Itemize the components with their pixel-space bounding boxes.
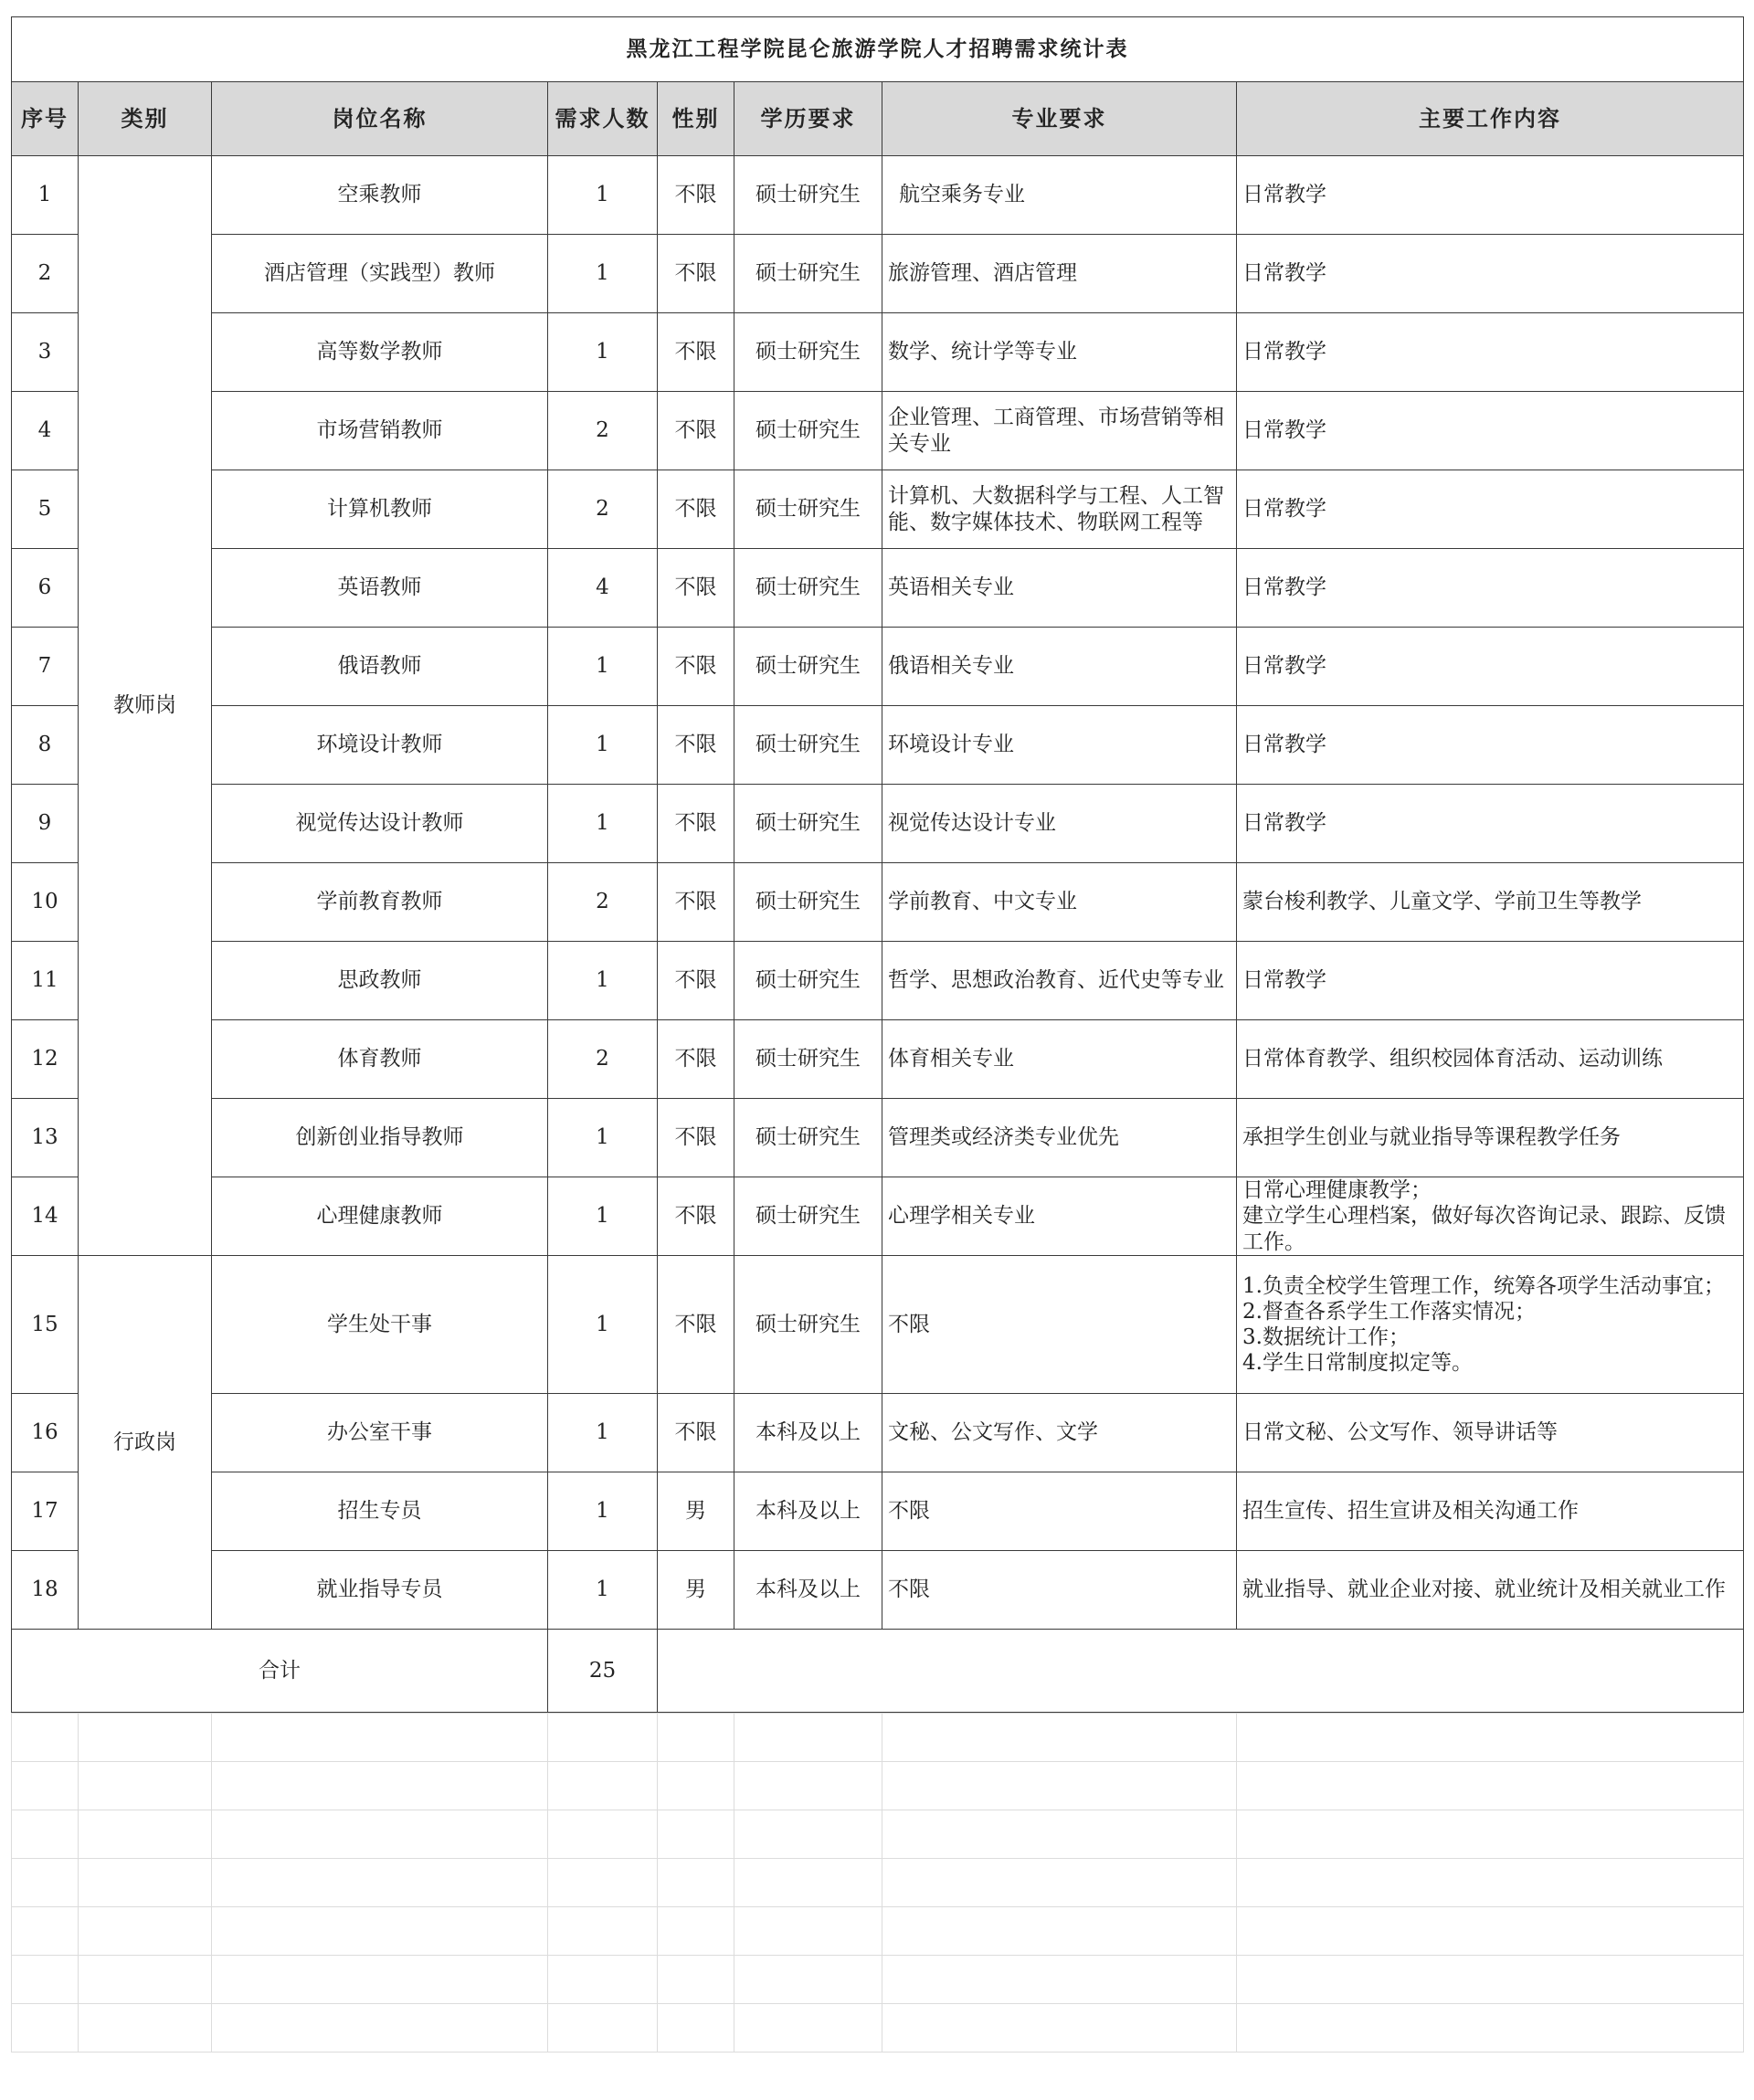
seq-cell: 4 [12, 392, 79, 470]
duties-cell: 蒙台梭利教学、儿童文学、学前卫生等教学 [1237, 863, 1744, 942]
position-cell: 空乘教师 [212, 156, 548, 235]
empty-spreadsheet-grid [11, 1713, 1744, 2053]
empty-grid-cell[interactable] [212, 2004, 548, 2053]
empty-grid-cell[interactable] [548, 1859, 658, 1907]
major-cell: 管理类或经济类专业优先 [882, 1099, 1237, 1177]
gender-cell: 不限 [658, 1099, 734, 1177]
gender-cell: 不限 [658, 392, 734, 470]
major-cell: 哲学、思想政治教育、近代史等专业 [882, 942, 1237, 1020]
education-cell: 本科及以上 [734, 1394, 882, 1472]
empty-grid-cell[interactable] [79, 1714, 212, 1762]
table-row [12, 1551, 1744, 1630]
gender-cell: 不限 [658, 313, 734, 392]
total-row [12, 1630, 1744, 1713]
empty-grid-cell[interactable] [548, 1810, 658, 1859]
empty-grid-row [12, 1907, 1744, 1956]
major-cell: 体育相关专业 [882, 1020, 1237, 1099]
empty-grid-cell[interactable] [79, 1956, 212, 2004]
major-cell: 文秘、公文写作、文学 [882, 1394, 1237, 1472]
education-cell: 硕士研究生 [734, 470, 882, 549]
count-cell: 1 [548, 313, 658, 392]
gender-cell: 不限 [658, 706, 734, 785]
empty-grid-cell[interactable] [12, 1762, 79, 1810]
table-row [12, 1394, 1744, 1472]
empty-grid-cell[interactable] [734, 1907, 882, 1956]
duties-cell: 日常教学 [1237, 470, 1744, 549]
education-cell: 本科及以上 [734, 1472, 882, 1551]
position-cell: 高等数学教师 [212, 313, 548, 392]
gender-cell: 不限 [658, 1020, 734, 1099]
empty-grid-row [12, 1762, 1744, 1810]
empty-grid-cell[interactable] [12, 1907, 79, 1956]
major-cell: 不限 [882, 1472, 1237, 1551]
education-cell: 硕士研究生 [734, 1177, 882, 1256]
header-position: 岗位名称 [212, 82, 548, 156]
empty-grid-cell[interactable] [12, 2004, 79, 2053]
gender-cell: 男 [658, 1472, 734, 1551]
empty-grid-cell[interactable] [212, 1907, 548, 1956]
empty-grid-cell[interactable] [882, 1907, 1237, 1956]
count-cell: 4 [548, 549, 658, 628]
empty-grid-cell[interactable] [882, 2004, 1237, 2053]
gender-cell: 不限 [658, 863, 734, 942]
position-cell: 招生专员 [212, 1472, 548, 1551]
empty-grid-cell[interactable] [1237, 1956, 1744, 2004]
duties-cell: 日常教学 [1237, 706, 1744, 785]
count-cell: 1 [548, 785, 658, 863]
position-cell: 创新创业指导教师 [212, 1099, 548, 1177]
major-cell: 旅游管理、酒店管理 [882, 235, 1237, 313]
seq-cell: 14 [12, 1177, 79, 1256]
empty-grid-cell[interactable] [548, 1956, 658, 2004]
gender-cell: 不限 [658, 628, 734, 706]
empty-grid-cell[interactable] [734, 2004, 882, 2053]
duties-cell: 日常教学 [1237, 785, 1744, 863]
seq-cell: 18 [12, 1551, 79, 1630]
major-cell: 不限 [882, 1551, 1237, 1630]
position-cell: 环境设计教师 [212, 706, 548, 785]
category-cell-admin: 行政岗 [79, 1256, 212, 1630]
empty-grid-cell[interactable] [12, 1714, 79, 1762]
major-cell: 航空乘务专业 [882, 156, 1237, 235]
position-cell: 心理健康教师 [212, 1177, 548, 1256]
empty-grid-cell[interactable] [12, 1956, 79, 2004]
recruitment-table [11, 16, 1744, 1713]
empty-grid-cell[interactable] [212, 1956, 548, 2004]
gender-cell: 不限 [658, 1256, 734, 1394]
seq-cell: 17 [12, 1472, 79, 1551]
gender-cell: 不限 [658, 1177, 734, 1256]
count-cell: 1 [548, 706, 658, 785]
empty-grid-cell[interactable] [734, 1810, 882, 1859]
count-cell: 2 [548, 392, 658, 470]
education-cell: 硕士研究生 [734, 785, 882, 863]
gender-cell: 不限 [658, 549, 734, 628]
duties-cell: 1.负责全校学生管理工作，统筹各项学生活动事宜； 2.督查各系学生工作落实情况； 3.数据统计工作； 4.学生日常制度拟定等。 [1237, 1256, 1744, 1394]
position-cell: 英语教师 [212, 549, 548, 628]
table-row [12, 313, 1744, 392]
table-row [12, 470, 1744, 549]
position-cell: 俄语教师 [212, 628, 548, 706]
gender-cell: 不限 [658, 156, 734, 235]
table-row [12, 706, 1744, 785]
education-cell: 硕士研究生 [734, 942, 882, 1020]
empty-grid-cell[interactable] [548, 1907, 658, 1956]
count-cell: 2 [548, 470, 658, 549]
empty-grid-cell[interactable] [548, 1714, 658, 1762]
gender-cell: 不限 [658, 1394, 734, 1472]
empty-grid-cell[interactable] [882, 1956, 1237, 2004]
total-value: 25 [548, 1630, 658, 1713]
empty-grid-row [12, 1714, 1744, 1762]
empty-grid-cell[interactable] [658, 1907, 734, 1956]
seq-cell: 8 [12, 706, 79, 785]
seq-cell: 5 [12, 470, 79, 549]
position-cell: 计算机教师 [212, 470, 548, 549]
position-cell: 学生处干事 [212, 1256, 548, 1394]
empty-grid-cell[interactable] [212, 1859, 548, 1907]
count-cell: 1 [548, 1394, 658, 1472]
empty-grid-cell[interactable] [658, 1810, 734, 1859]
empty-grid-cell[interactable] [882, 1810, 1237, 1859]
empty-grid-cell[interactable] [548, 1762, 658, 1810]
education-cell: 硕士研究生 [734, 863, 882, 942]
gender-cell: 不限 [658, 235, 734, 313]
duties-cell: 就业指导、就业企业对接、就业统计及相关就业工作 [1237, 1551, 1744, 1630]
education-cell: 硕士研究生 [734, 1099, 882, 1177]
page-title: 黑龙江工程学院昆仑旅游学院人才招聘需求统计表 [12, 17, 1744, 82]
empty-grid-cell[interactable] [12, 1859, 79, 1907]
education-cell: 本科及以上 [734, 1551, 882, 1630]
empty-grid-cell[interactable] [79, 1859, 212, 1907]
duties-cell: 日常体育教学、组织校园体育活动、运动训练 [1237, 1020, 1744, 1099]
duties-cell: 承担学生创业与就业指导等课程教学任务 [1237, 1099, 1744, 1177]
seq-cell: 3 [12, 313, 79, 392]
gender-cell: 不限 [658, 785, 734, 863]
count-cell: 1 [548, 1472, 658, 1551]
seq-cell: 7 [12, 628, 79, 706]
count-cell: 1 [548, 1551, 658, 1630]
empty-grid-row [12, 2004, 1744, 2053]
header-major: 专业要求 [882, 82, 1237, 156]
education-cell: 硕士研究生 [734, 1256, 882, 1394]
gender-cell: 不限 [658, 942, 734, 1020]
table-row [12, 1099, 1744, 1177]
count-cell: 1 [548, 1256, 658, 1394]
education-cell: 硕士研究生 [734, 235, 882, 313]
education-cell: 硕士研究生 [734, 156, 882, 235]
seq-cell: 13 [12, 1099, 79, 1177]
count-cell: 2 [548, 1020, 658, 1099]
table-row [12, 235, 1744, 313]
total-label: 合计 [12, 1630, 548, 1713]
empty-grid-cell[interactable] [658, 2004, 734, 2053]
education-cell: 硕士研究生 [734, 1020, 882, 1099]
empty-grid-row [12, 1859, 1744, 1907]
empty-grid-cell[interactable] [882, 1714, 1237, 1762]
table-row [12, 1177, 1744, 1256]
seq-cell: 2 [12, 235, 79, 313]
major-cell: 心理学相关专业 [882, 1177, 1237, 1256]
seq-cell: 16 [12, 1394, 79, 1472]
empty-grid-cell[interactable] [658, 1859, 734, 1907]
position-cell: 视觉传达设计教师 [212, 785, 548, 863]
major-cell: 不限 [882, 1256, 1237, 1394]
count-cell: 1 [548, 156, 658, 235]
seq-cell: 1 [12, 156, 79, 235]
position-cell: 体育教师 [212, 1020, 548, 1099]
major-cell: 计算机、大数据科学与工程、人工智能、数字媒体技术、物联网工程等 [882, 470, 1237, 549]
position-cell: 市场营销教师 [212, 392, 548, 470]
header-duties: 主要工作内容 [1237, 82, 1744, 156]
count-cell: 1 [548, 1177, 658, 1256]
major-cell: 学前教育、中文专业 [882, 863, 1237, 942]
gender-cell: 不限 [658, 470, 734, 549]
table-row [12, 549, 1744, 628]
major-cell: 英语相关专业 [882, 549, 1237, 628]
duties-cell: 日常心理健康教学； 建立学生心理档案，做好每次咨询记录、跟踪、反馈工作。 [1237, 1177, 1744, 1256]
table-row [12, 156, 1744, 235]
table-row [12, 785, 1744, 863]
duties-cell: 日常教学 [1237, 313, 1744, 392]
empty-grid-cell[interactable] [658, 1714, 734, 1762]
education-cell: 硕士研究生 [734, 549, 882, 628]
education-cell: 硕士研究生 [734, 313, 882, 392]
empty-grid-row [12, 1810, 1744, 1859]
table-row [12, 628, 1744, 706]
empty-grid-cell[interactable] [1237, 1714, 1744, 1762]
empty-grid-cell[interactable] [734, 1714, 882, 1762]
empty-grid-cell[interactable] [12, 1810, 79, 1859]
empty-grid-cell[interactable] [658, 1762, 734, 1810]
education-cell: 硕士研究生 [734, 628, 882, 706]
empty-grid-cell[interactable] [1237, 1907, 1744, 1956]
empty-grid-cell[interactable] [734, 1956, 882, 2004]
empty-grid-cell[interactable] [1237, 1859, 1744, 1907]
count-cell: 1 [548, 942, 658, 1020]
seq-cell: 10 [12, 863, 79, 942]
empty-grid-cell[interactable] [79, 2004, 212, 2053]
duties-cell: 日常教学 [1237, 549, 1744, 628]
duties-cell: 日常教学 [1237, 628, 1744, 706]
major-cell: 环境设计专业 [882, 706, 1237, 785]
gender-cell: 男 [658, 1551, 734, 1630]
empty-grid-cell[interactable] [212, 1810, 548, 1859]
empty-grid-cell[interactable] [734, 1859, 882, 1907]
major-cell: 数学、统计学等专业 [882, 313, 1237, 392]
seq-cell: 12 [12, 1020, 79, 1099]
education-cell: 硕士研究生 [734, 706, 882, 785]
empty-grid-row [12, 1956, 1744, 2004]
header-count: 需求人数 [548, 82, 658, 156]
count-cell: 2 [548, 863, 658, 942]
seq-cell: 9 [12, 785, 79, 863]
header-gender: 性别 [658, 82, 734, 156]
duties-cell: 日常教学 [1237, 942, 1744, 1020]
table-row [12, 942, 1744, 1020]
total-empty-cell [658, 1630, 1744, 1713]
empty-grid-cell[interactable] [882, 1762, 1237, 1810]
count-cell: 1 [548, 1099, 658, 1177]
position-cell: 学前教育教师 [212, 863, 548, 942]
empty-grid-cell[interactable] [79, 1762, 212, 1810]
table-header [12, 82, 1744, 156]
table-row [12, 863, 1744, 942]
table-row [12, 1472, 1744, 1551]
header-seq: 序号 [12, 82, 79, 156]
duties-cell: 日常教学 [1237, 235, 1744, 313]
category-cell-teacher: 教师岗 [79, 156, 212, 1256]
major-cell: 企业管理、工商管理、市场营销等相关专业 [882, 392, 1237, 470]
major-cell: 俄语相关专业 [882, 628, 1237, 706]
seq-cell: 15 [12, 1256, 79, 1394]
recruitment-sheet [11, 16, 1743, 2053]
duties-cell: 日常教学 [1237, 156, 1744, 235]
position-cell: 思政教师 [212, 942, 548, 1020]
position-cell: 酒店管理（实践型）教师 [212, 235, 548, 313]
duties-cell: 招生宣传、招生宣讲及相关沟通工作 [1237, 1472, 1744, 1551]
table-row [12, 1256, 1744, 1394]
empty-grid-cell[interactable] [734, 1762, 882, 1810]
empty-grid-cell[interactable] [1237, 2004, 1744, 2053]
empty-grid-cell[interactable] [548, 2004, 658, 2053]
header-education: 学历要求 [734, 82, 882, 156]
seq-cell: 6 [12, 549, 79, 628]
table-row [12, 392, 1744, 470]
position-cell: 就业指导专员 [212, 1551, 548, 1630]
empty-grid-cell[interactable] [1237, 1762, 1744, 1810]
empty-grid-cell[interactable] [658, 1956, 734, 2004]
education-cell: 硕士研究生 [734, 392, 882, 470]
count-cell: 1 [548, 628, 658, 706]
empty-grid-cell[interactable] [79, 1907, 212, 1956]
header-category: 类别 [79, 82, 212, 156]
table-row [12, 1020, 1744, 1099]
duties-cell: 日常教学 [1237, 392, 1744, 470]
empty-grid-cell[interactable] [882, 1859, 1237, 1907]
empty-grid-cell[interactable] [1237, 1810, 1744, 1859]
count-cell: 1 [548, 235, 658, 313]
major-cell: 视觉传达设计专业 [882, 785, 1237, 863]
seq-cell: 11 [12, 942, 79, 1020]
duties-cell: 日常文秘、公文写作、领导讲话等 [1237, 1394, 1744, 1472]
empty-grid-cell[interactable] [212, 1762, 548, 1810]
position-cell: 办公室干事 [212, 1394, 548, 1472]
empty-grid-cell[interactable] [212, 1714, 548, 1762]
empty-grid-cell[interactable] [79, 1810, 212, 1859]
